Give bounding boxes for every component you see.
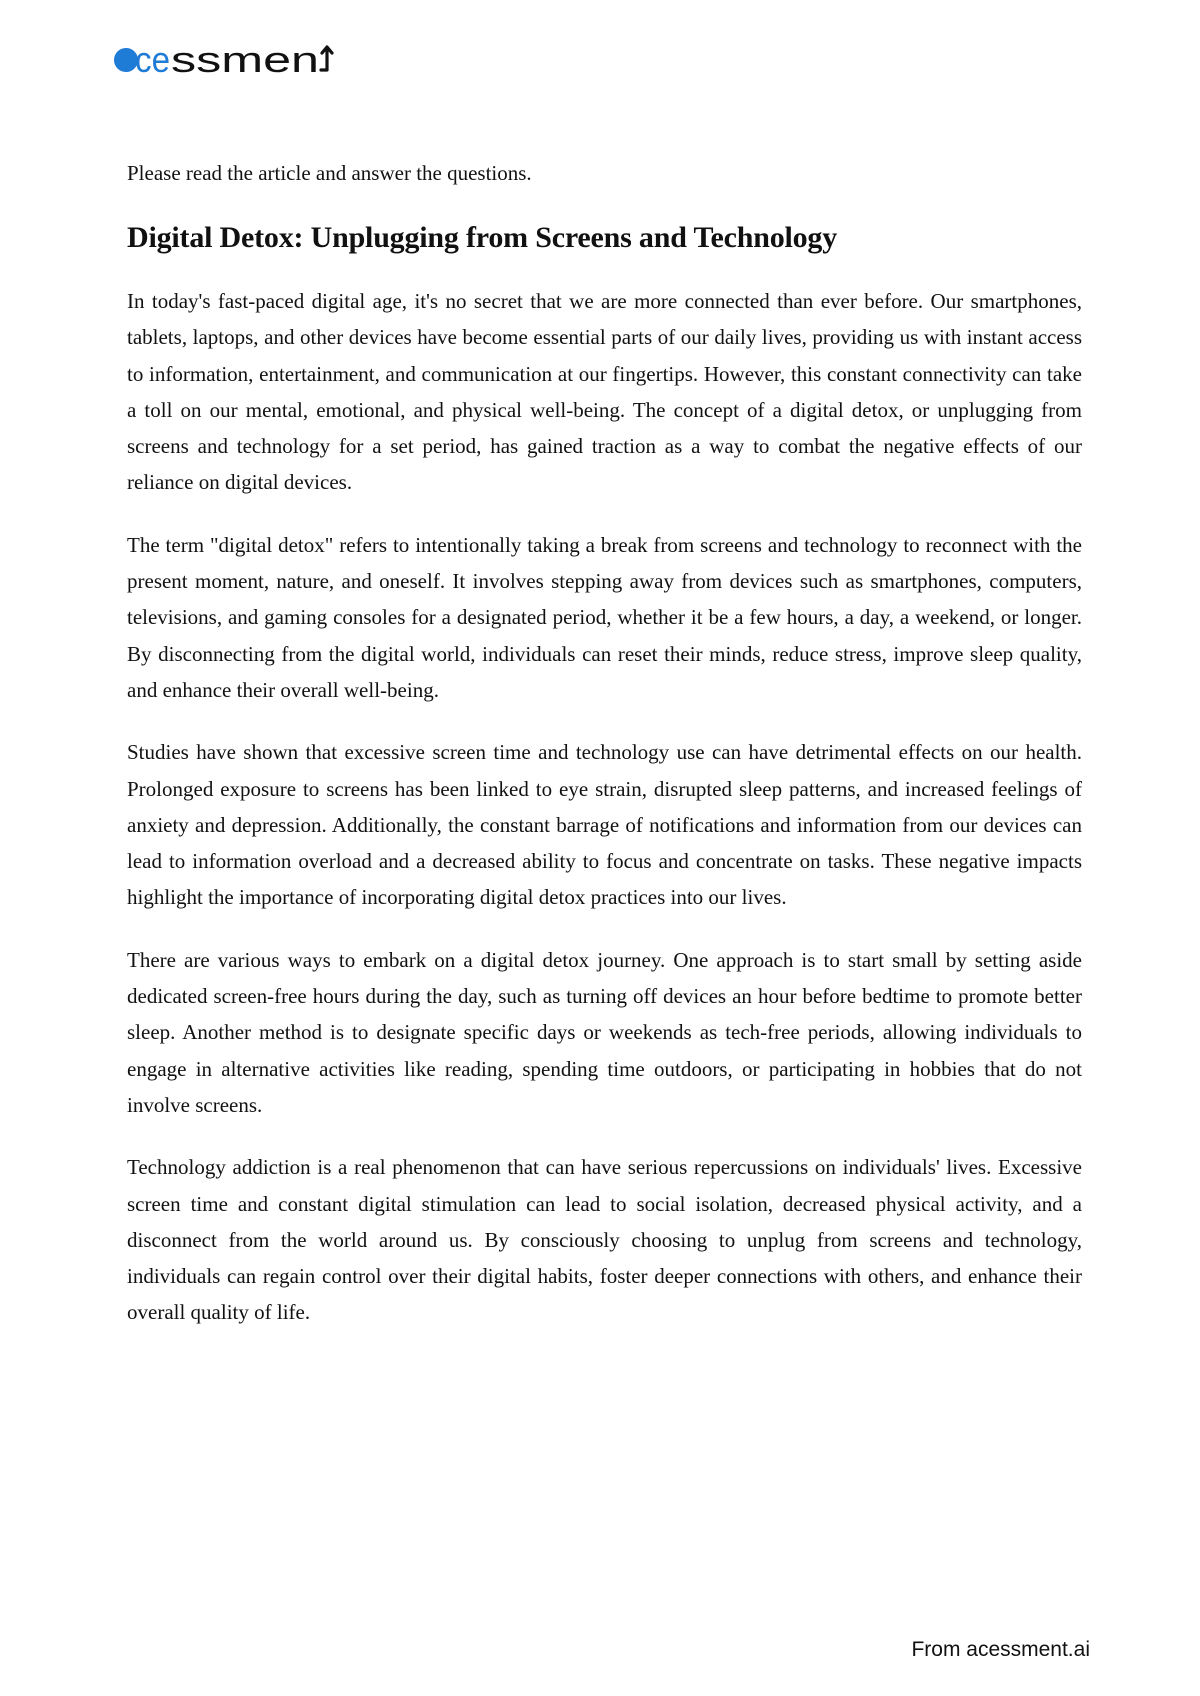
- footer-source: From acessment.ai: [911, 1638, 1090, 1661]
- article-body: [127, 283, 1082, 1357]
- acessment-logo: [113, 34, 373, 84]
- logo-text-ce: ce: [135, 39, 170, 80]
- article-paragraph: Technology addiction is a real phenomenon that can have serious repercussions on individuals' lives. Excessive screen time and constant digital stimulation can lead to social isolation, decreased physical activity, and a disconnect from the world around us. By consciously choosing to unplug from screens and technology, individuals can regain control over their digital habits, foster deeper connections with others, and enhance their overall quality of life.: [127, 1155, 1082, 1325]
- logo-arrow-icon: [321, 47, 332, 70]
- article-title: Digital Detox: Unplugging from Screens and Technology: [127, 221, 838, 254]
- logo-text-ssment: ssmen: [171, 39, 319, 80]
- article-paragraph: There are various ways to embark on a digital detox journey. One approach is to start small by setting aside dedicated screen-free hours during the day, such as turning off devices an hour before bedtime to promote better sleep. Another method is to designate specific days or weekends as tech-free periods, allowing individuals to engage in alternative activities like reading, spending time outdoors, or participating in hobbies that do not involve screens.: [127, 947, 1082, 1117]
- instructions-text: Please read the article and answer the questions.: [127, 161, 532, 185]
- article-paragraph: In today's fast-paced digital age, it's no secret that we are more connected than ever before. Our smartphones, tablets, laptops, and other devices have become essential parts of our daily lives, providing us with instant access to information, entertainment, and communication at our fingertips. However, this constant connectivity can take a toll on our mental, emotional, and physical well-being. The concept of a digital detox, or unplugging from screens and technology for a set period, has gained traction as a way to combat the negative effects of our reliance on digital devices.: [127, 289, 1082, 495]
- article-paragraph: Studies have shown that excessive screen time and technology use can have detrimental effects on our health. Prolonged exposure to screens has been linked to eye strain, disrupted sleep patterns, and increased feelings of anxiety and depression. Additionally, the constant barrage of notifications and information from our devices can lead to information overload and a decreased ability to focus and concentrate on tasks. These negative impacts highlight the importance of incorporating digital detox practices into our lives.: [127, 740, 1082, 910]
- article-paragraph: The term "digital detox" refers to intentionally taking a break from screens and technology to reconnect with the present moment, nature, and oneself. It involves stepping away from devices such as smartphones, computers, televisions, and gaming consoles for a designated period, whether it be a few hours, a day, a weekend, or longer. By disconnecting from the digital world, individuals can reset their minds, reduce stress, improve sleep quality, and enhance their overall well-being.: [127, 532, 1082, 702]
- acessment-logo-mark: [113, 34, 373, 84]
